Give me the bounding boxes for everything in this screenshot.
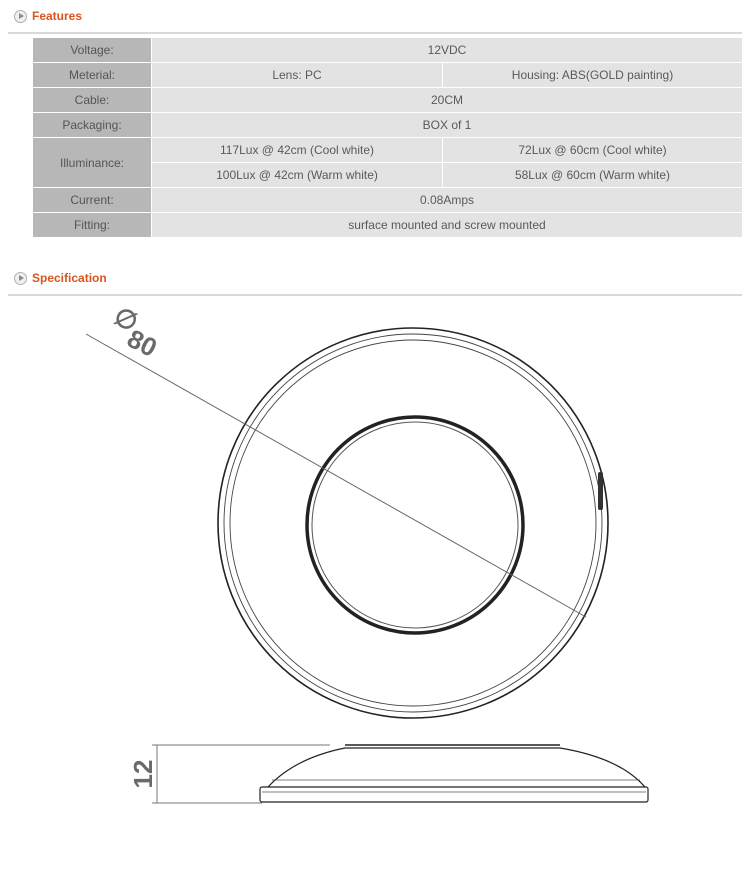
packaging-value: BOX of 1 bbox=[152, 113, 742, 137]
rim-inner-line bbox=[224, 334, 602, 712]
material-housing: Housing: ABS(GOLD painting) bbox=[443, 63, 742, 87]
top-view bbox=[86, 301, 608, 718]
fitting-label: Fitting: bbox=[33, 213, 151, 237]
illuminance-warm-60: 58Lux @ 60cm (Warm white) bbox=[443, 163, 742, 187]
illuminance-label: Illuminance: bbox=[33, 138, 151, 187]
cable-label: Cable: bbox=[33, 88, 151, 112]
material-label: Meterial: bbox=[33, 63, 151, 87]
illuminance-cool-60: 72Lux @ 60cm (Cool white) bbox=[443, 138, 742, 162]
diameter-label bbox=[103, 301, 168, 363]
diameter-value: 80 bbox=[122, 323, 162, 363]
rim-bevel-line bbox=[230, 340, 596, 706]
illuminance-cool-42: 117Lux @ 42cm (Cool white) bbox=[152, 138, 442, 162]
material-lens: Lens: PC bbox=[152, 63, 442, 87]
lens-ring bbox=[307, 417, 523, 633]
base-plate bbox=[260, 787, 648, 802]
cable-value: 20CM bbox=[152, 88, 742, 112]
side-view bbox=[128, 745, 648, 803]
voltage-value: 12VDC bbox=[152, 38, 742, 62]
dome-profile bbox=[268, 748, 645, 787]
specification-title: Specification bbox=[32, 271, 107, 285]
lens-inner-ring bbox=[312, 422, 518, 628]
voltage-label: Voltage: bbox=[33, 38, 151, 62]
packaging-label: Packaging: bbox=[33, 113, 151, 137]
features-title: Features bbox=[32, 9, 83, 23]
screw-slot bbox=[598, 472, 603, 510]
fitting-value: surface mounted and screw mounted bbox=[152, 213, 742, 237]
current-label: Current: bbox=[33, 188, 151, 212]
outer-rim bbox=[218, 328, 608, 718]
current-value: 0.08Amps bbox=[152, 188, 742, 212]
illuminance-warm-42: 100Lux @ 42cm (Warm white) bbox=[152, 163, 442, 187]
diameter-symbol: ∅ bbox=[109, 300, 144, 338]
height-value: 12 bbox=[128, 759, 158, 789]
